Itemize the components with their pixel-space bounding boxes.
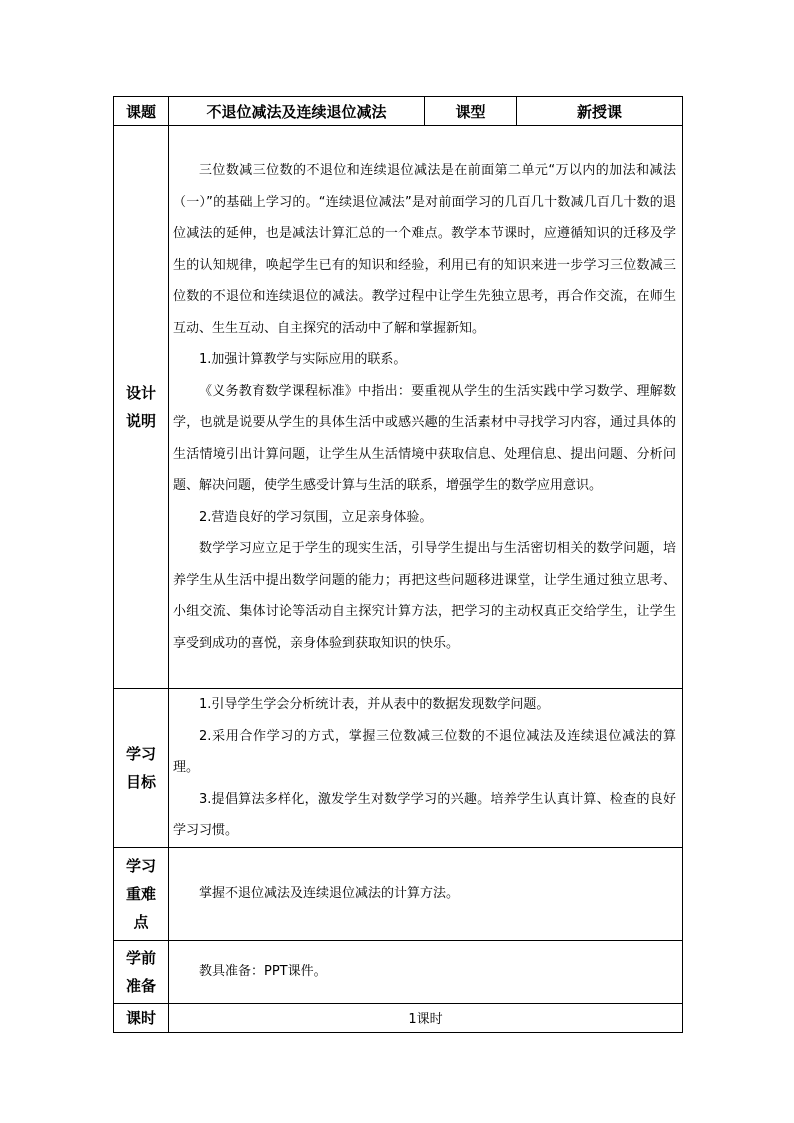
goal-item-3: 3.提倡算法多样化，激发学生对数学学习的兴趣。培养学生认真计算、检查的良好学习习惯。	[173, 791, 676, 838]
keypoints-label-line3: 点	[133, 912, 149, 931]
type-value: 新授课	[517, 97, 683, 126]
goals-label-line1: 学习	[125, 744, 156, 763]
keypoints-row	[114, 847, 683, 940]
prep-row	[114, 940, 683, 1003]
keypoints-text: 掌握不退位减法及连续退位减法的计算方法。	[199, 885, 460, 901]
prep-label-line2: 准备	[125, 976, 156, 995]
keypoints-label	[114, 847, 169, 940]
prep-label-line1: 学前	[125, 948, 156, 967]
hours-row	[114, 1003, 683, 1032]
keypoints-content	[169, 847, 683, 940]
goals-row	[114, 689, 683, 848]
prep-content	[169, 940, 683, 1003]
goals-content	[169, 689, 683, 848]
prep-text: 教具准备：PPT课件。	[199, 963, 327, 979]
goal-item-2: 2.采用合作学习的方式，掌握三位数减三位数的不退位减法及连续退位减法的算理。	[173, 728, 676, 775]
keypoints-label-line2: 重难	[125, 884, 156, 903]
goal-item-1: 1.引导学生学会分析统计表，并从表中的数据发现数学问题。	[199, 697, 550, 712]
lesson-plan-table	[113, 96, 683, 1033]
topic-label: 课题	[114, 97, 169, 126]
goals-label	[114, 689, 169, 848]
design-label-line2: 说明	[125, 412, 156, 430]
keypoints-label-line1: 学习	[125, 856, 156, 875]
design-paragraph-1: 三位数减三位数的不退位和连续退位减法是在前面第二单元“万以内的加法和减法（一）”的基础上学习的。“连续退位减法”是对前面学习的几百几十数减几百几十数的退位减法的延伸，也是减法计算汇总的一个难点。教学本节课时，应遵循知识的迁移及学生的认知规律，唤起学生已有的知识和经验，利用已有的知识来进一步学习三位数减三位数的不退位和连续退位的减法。教学过程中让学生先独立思考，再合作交流，在师生互动、生生互动、自主探究的活动中了解和掌握新知。	[173, 163, 676, 336]
design-paragraph-2: 1.加强计算教学与实际应用的联系。	[199, 352, 407, 367]
header-row	[114, 97, 683, 126]
design-label	[114, 126, 169, 689]
design-row	[114, 126, 683, 689]
design-content	[169, 126, 683, 689]
topic-value: 不退位减法及连续退位减法	[169, 97, 425, 126]
prep-label	[114, 940, 169, 1003]
design-paragraph-5: 数学学习应立足于学生的现实生活，引导学生提出与生活密切相关的数学问题，培养学生从生活中提出数学问题的能力；再把这些问题移进课堂，让学生通过独立思考、小组交流、集体讨论等活动自主探究计算方法，把学习的主动权真正交给学生，让学生享受到成功的喜悦，亲身体验到获取知识的快乐。	[173, 541, 676, 651]
design-paragraph-4: 2.营造良好的学习氛围，立足亲身体验。	[199, 509, 433, 525]
hours-value: 1课时	[169, 1003, 683, 1032]
hours-label: 课时	[114, 1003, 169, 1032]
type-label: 课型	[425, 97, 517, 126]
goals-label-line2: 目标	[125, 772, 156, 791]
design-paragraph-3: 《义务教育数学课程标准》中指出：要重视从学生的生活实践中学习数学、理解数学，也就是说要从学生的具体生活中或感兴趣的生活素材中寻找学习内容，通过具体的生活情境引出计算问题，让学生从生活情境中获取信息、处理信息、提出问题、分析问题、解决问题，使学生感受计算与生活的联系，增强学生的数学应用意识。	[173, 383, 676, 493]
design-label-line1: 设计	[125, 384, 156, 402]
